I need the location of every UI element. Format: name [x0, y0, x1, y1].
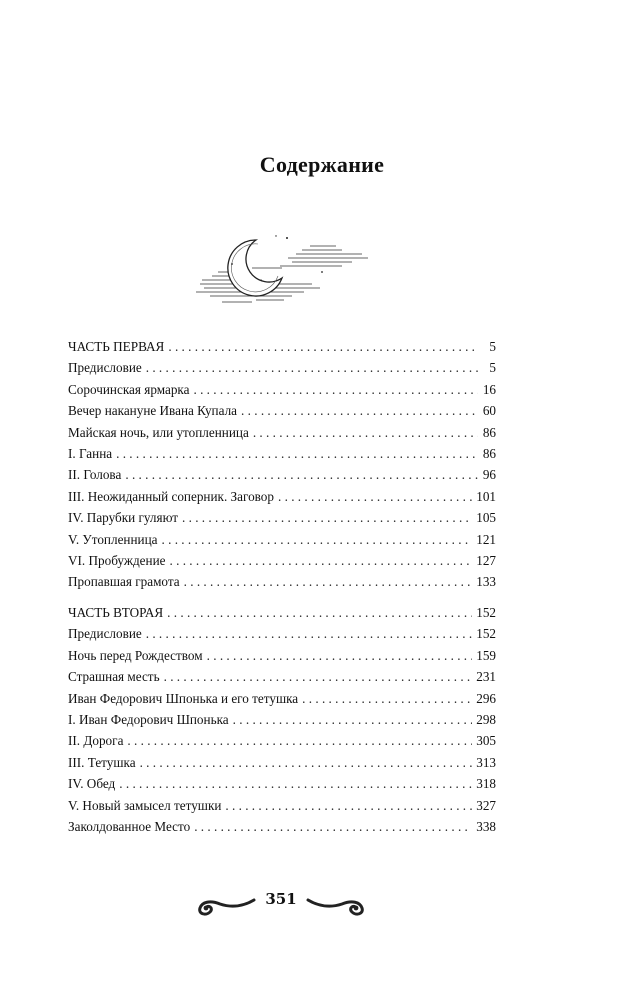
- toc-entry-title: II. Дорога: [68, 733, 124, 749]
- flourish-left-ornament: [196, 890, 256, 916]
- toc-entry-page: 16: [482, 381, 496, 397]
- leader-dots: [225, 795, 472, 816]
- toc-entry-page: 60: [482, 403, 496, 419]
- leader-dots: [253, 422, 478, 443]
- toc-entry-page: 5: [489, 360, 496, 376]
- toc-entry-page: 298: [476, 711, 496, 727]
- toc-entry[interactable]: [68, 666, 496, 687]
- leader-dots: [127, 730, 472, 751]
- leader-dots: [207, 645, 473, 666]
- toc-entry-page: 86: [482, 445, 496, 461]
- toc-entry-title: ЧАСТЬ ПЕРВАЯ: [68, 339, 165, 354]
- leader-dots: [119, 773, 472, 794]
- toc-entry-page: 152: [476, 626, 496, 642]
- moon-clouds-illustration: [192, 228, 376, 310]
- leader-dots: [146, 357, 478, 378]
- leader-dots: [170, 550, 473, 571]
- toc-entry-title: III. Тетушка: [68, 754, 136, 770]
- toc-entry[interactable]: [68, 443, 496, 464]
- leader-dots: [278, 486, 472, 507]
- toc-entry-title: Предисловие: [68, 360, 142, 376]
- leader-dots: [140, 752, 473, 773]
- page-title: Содержание: [259, 152, 385, 177]
- toc-entry-title: Вечер накануне Ивана Купала: [68, 403, 238, 419]
- flourish-right-ornament: [306, 890, 366, 916]
- leader-dots: [164, 666, 473, 687]
- toc-entry[interactable]: [68, 486, 496, 507]
- leader-dots: [168, 336, 478, 357]
- toc-entry[interactable]: [68, 709, 496, 730]
- toc-entry-page: 127: [476, 552, 496, 568]
- leader-dots: [233, 709, 473, 730]
- toc-entry[interactable]: [68, 730, 496, 751]
- leader-dots: [193, 379, 478, 400]
- leader-dots: [167, 602, 472, 623]
- toc-entry[interactable]: [68, 379, 496, 400]
- toc-entry-title: V. Утопленница: [68, 531, 158, 547]
- toc-entry-title: ЧАСТЬ ВТОРАЯ: [68, 605, 164, 620]
- toc-entry-title: Майская ночь, или утопленница: [68, 424, 249, 440]
- toc-entry-title: V. Новый замысел тетушки: [68, 797, 222, 813]
- toc-entry-title: II. Голова: [68, 467, 122, 483]
- toc-entry[interactable]: [68, 550, 496, 571]
- toc-part-two: [68, 602, 496, 837]
- toc-entry-title: IV. Парубки гуляют: [68, 510, 179, 526]
- leader-dots: [194, 816, 472, 837]
- leader-dots: [116, 443, 478, 464]
- toc-entry[interactable]: [68, 602, 496, 623]
- toc-entry-page: 152: [476, 605, 496, 620]
- toc-entry-page: 105: [476, 510, 496, 526]
- toc-entry-page: 121: [476, 531, 496, 547]
- toc-entry-title: Иван Федорович Шпонька и его тетушка: [68, 690, 299, 706]
- toc-entry-title: Страшная месть: [68, 669, 160, 685]
- toc-entry[interactable]: [68, 752, 496, 773]
- leader-dots: [162, 529, 473, 550]
- toc-entry-title: III. Неожиданный соперник. Заговор: [68, 488, 274, 504]
- toc-entry[interactable]: [68, 816, 496, 837]
- leader-dots: [302, 688, 472, 709]
- toc-entry-title: I. Ганна: [68, 445, 113, 461]
- toc-entry[interactable]: [68, 571, 496, 592]
- toc-entry[interactable]: [68, 529, 496, 550]
- page-number: 351: [265, 890, 297, 908]
- toc-entry[interactable]: [68, 357, 496, 378]
- toc-entry-page: 318: [476, 776, 496, 792]
- toc-entry-title: VI. Пробуждение: [68, 552, 166, 568]
- toc-entry-page: 338: [476, 818, 496, 834]
- leader-dots: [241, 400, 478, 421]
- toc-entry-title: Ночь перед Рождеством: [68, 647, 203, 663]
- toc-entry-page: 86: [482, 424, 496, 440]
- toc-entry[interactable]: [68, 795, 496, 816]
- toc-entry[interactable]: [68, 336, 496, 357]
- toc-entry[interactable]: [68, 645, 496, 666]
- leader-dots: [184, 571, 473, 592]
- toc-entry-page: 305: [476, 733, 496, 749]
- page-footer: [0, 886, 644, 918]
- toc-entry[interactable]: [68, 464, 496, 485]
- toc-entry-page: 231: [476, 669, 496, 685]
- toc-entry-title: Предисловие: [68, 626, 142, 642]
- toc-entry[interactable]: [68, 688, 496, 709]
- toc-entry-page: 313: [476, 754, 496, 770]
- toc-entry-title: Заколдованное Место: [68, 818, 191, 834]
- leader-dots: [182, 507, 472, 528]
- toc-entry-page: 5: [489, 339, 496, 354]
- toc-entry-title: Сорочинская ярмарка: [68, 381, 190, 397]
- leader-dots: [146, 623, 472, 644]
- toc-entry-page: 96: [482, 467, 496, 483]
- toc-entry-title: IV. Обед: [68, 776, 116, 792]
- toc-entry[interactable]: [68, 400, 496, 421]
- toc-entry-page: 101: [476, 488, 496, 504]
- toc-entry[interactable]: [68, 507, 496, 528]
- toc-part-one: [68, 336, 496, 593]
- toc-entry-page: 133: [476, 574, 496, 590]
- toc-entry[interactable]: [68, 623, 496, 644]
- leader-dots: [125, 464, 478, 485]
- toc-entry[interactable]: [68, 773, 496, 794]
- toc-entry-title: I. Иван Федорович Шпонька: [68, 711, 229, 727]
- toc-entry[interactable]: [68, 422, 496, 443]
- toc-entry-page: 159: [476, 647, 496, 663]
- toc-entry-page: 296: [476, 690, 496, 706]
- toc-entry-page: 327: [476, 797, 496, 813]
- toc-entry-title: Пропавшая грамота: [68, 574, 180, 590]
